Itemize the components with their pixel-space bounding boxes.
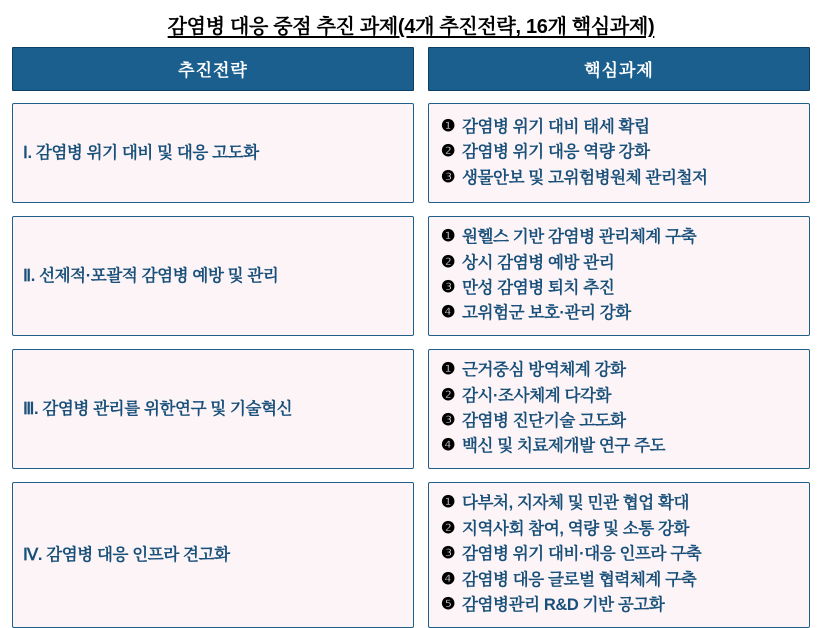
task-item [441,570,799,591]
numbered-bullet-icon: ❸ [441,168,455,186]
task-label: 원헬스 기반 감염병 관리체계 구축 [461,228,697,247]
numbered-bullet-icon: ❷ [441,519,455,537]
strategy-row [12,482,810,628]
numbered-bullet-icon: ❷ [441,253,455,271]
numbered-bullet-icon: ❹ [441,437,455,455]
strategy-box [12,103,414,203]
task-label: 감염병 위기 대응 역량 강화 [461,143,650,162]
tasks-box [428,482,810,628]
strategy-task-rows [12,103,810,628]
task-item [441,493,799,514]
task-item [441,168,799,189]
strategy-row [12,216,810,336]
task-label: 근거중심 방역체계 강화 [461,361,626,380]
numbered-bullet-icon: ❸ [441,412,455,429]
numbered-bullet-icon: ❶ [441,117,455,135]
page-title: 감염병 대응 중점 추진 과제(4개 추진전략, 16개 핵심과제) [167,16,655,38]
task-item [441,253,799,274]
task-label: 감시·조사체계 다각화 [461,386,612,405]
numbered-bullet-icon: ❶ [441,361,455,379]
task-label: 지역사회 참여, 역량 및 소통 강화 [461,519,690,538]
tasks-box [428,349,810,469]
strategy-label: Ⅲ. 감염병 관리를 위한연구 및 기술혁신 [23,399,293,418]
column-headers [12,47,810,91]
task-label: 감염병 위기 대비·대응 인프라 구축 [461,545,702,564]
strategy-label: Ⅰ. 감염병 위기 대비 및 대응 고도화 [23,143,259,162]
task-item [441,386,799,407]
strategy-label: Ⅱ. 선제적·포괄적 감염병 예방 및 관리 [23,266,279,285]
task-label: 고위험군 보호·관리 강화 [461,304,631,323]
task-item [441,411,799,432]
numbered-bullet-icon: ❹ [441,304,455,322]
task-item [441,303,799,324]
task-item [441,595,799,616]
task-label: 다부처, 지자체 및 민관 협업 확대 [461,494,690,513]
tasks-box [428,103,810,203]
numbered-bullet-icon: ❸ [441,279,455,296]
task-item [441,142,799,163]
task-label: 감염병 위기 대비 태세 확립 [461,117,650,136]
header-strategy: 추진전략 [12,47,414,91]
numbered-bullet-icon: ❶ [441,228,455,246]
tasks-box [428,216,810,336]
numbered-bullet-icon: ❷ [441,143,455,161]
task-item [441,278,799,299]
strategy-row [12,103,810,203]
task-label: 상시 감염병 예방 관리 [461,253,615,272]
strategy-box [12,349,414,469]
task-item [441,436,799,457]
task-label: 백신 및 치료제개발 연구 주도 [461,437,666,456]
task-label: 생물안보 및 고위험병원체 관리철저 [461,168,708,187]
task-item [441,227,799,248]
numbered-bullet-icon: ❺ [441,596,455,614]
task-label: 만성 감염병 퇴치 추진 [461,279,615,297]
numbered-bullet-icon: ❹ [441,570,455,588]
task-item [441,544,799,565]
numbered-bullet-icon: ❶ [441,494,455,512]
task-item [441,117,799,138]
task-item [441,519,799,540]
task-item [441,360,799,381]
numbered-bullet-icon: ❸ [441,545,455,563]
header-tasks: 핵심과제 [428,47,810,91]
numbered-bullet-icon: ❷ [441,386,455,404]
task-label: 감염병관리 R&D 기반 공고화 [461,596,665,615]
strategy-row [12,349,810,469]
strategy-label: Ⅳ. 감염병 대응 인프라 견고화 [23,545,230,564]
strategy-box [12,216,414,336]
strategy-box [12,482,414,628]
task-label: 감염병 진단기술 고도화 [461,412,626,430]
task-label: 감염병 대응 글로벌 협력체계 구축 [461,570,697,589]
